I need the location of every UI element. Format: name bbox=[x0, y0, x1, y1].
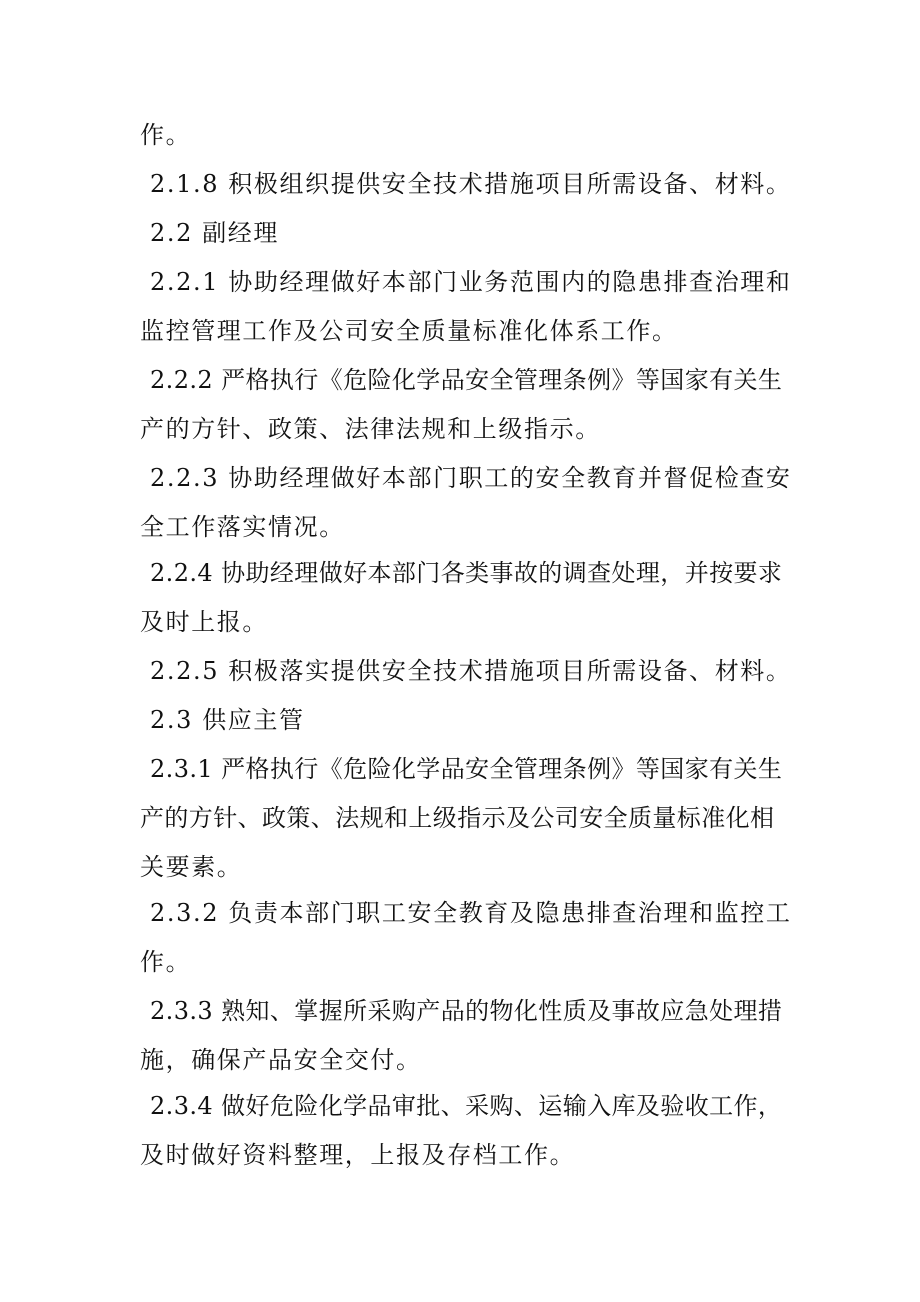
text-line-14: 2.3.1 严格执行《危险化学品安全管理条例》等国家有关生 bbox=[150, 755, 783, 783]
section-heading-2-3: 2.3 供应主管 bbox=[150, 706, 305, 734]
text-line-20: 施，确保产品安全交付。 bbox=[140, 1046, 422, 1074]
text-line-4: 2.2.1 协助经理做好本部门业务范围内的隐患排查治理和 bbox=[150, 268, 792, 296]
text-line-19: 2.3.3 熟知、掌握所采购产品的物化性质及事故应急处理措 bbox=[150, 997, 783, 1025]
text-line-10: 2.2.4 协助经理做好本部门各类事故的调查处理，并按要求 bbox=[150, 559, 783, 587]
text-line-6: 2.2.2 严格执行《危险化学品安全管理条例》等国家有关生 bbox=[150, 366, 783, 394]
text-line-8: 2.2.3 协助经理做好本部门职工的安全教育并督促检查安 bbox=[150, 464, 792, 492]
text-line-9: 全工作落实情况。 bbox=[140, 513, 345, 541]
text-line-17: 2.3.2 负责本部门职工安全教育及隐患排查治理和监控工 bbox=[150, 899, 792, 927]
text-line-1: 作。 bbox=[140, 121, 192, 149]
text-line-2: 2.1.8 积极组织提供安全技术措施项目所需设备、材料。 bbox=[150, 170, 792, 198]
section-heading-2-2: 2.2 副经理 bbox=[150, 219, 279, 247]
text-line-21: 2.3.4 做好危险化学品审批、采购、运输入库及验收工作， bbox=[150, 1092, 783, 1120]
text-line-15: 产的方针、政策、法规和上级指示及公司安全质量标准化相 bbox=[140, 804, 775, 832]
text-line-22: 及时做好资料整理，上报及存档工作。 bbox=[140, 1141, 576, 1169]
text-line-16: 关要素。 bbox=[140, 853, 243, 881]
text-line-5: 监控管理工作及公司安全质量标准化体系工作。 bbox=[140, 317, 678, 345]
text-line-7: 产的方针、政策、法律法规和上级指示。 bbox=[140, 415, 601, 443]
text-line-18: 作。 bbox=[140, 948, 192, 976]
text-line-11: 及时上报。 bbox=[140, 608, 268, 636]
text-line-12: 2.2.5 积极落实提供安全技术措施项目所需设备、材料。 bbox=[150, 657, 792, 685]
